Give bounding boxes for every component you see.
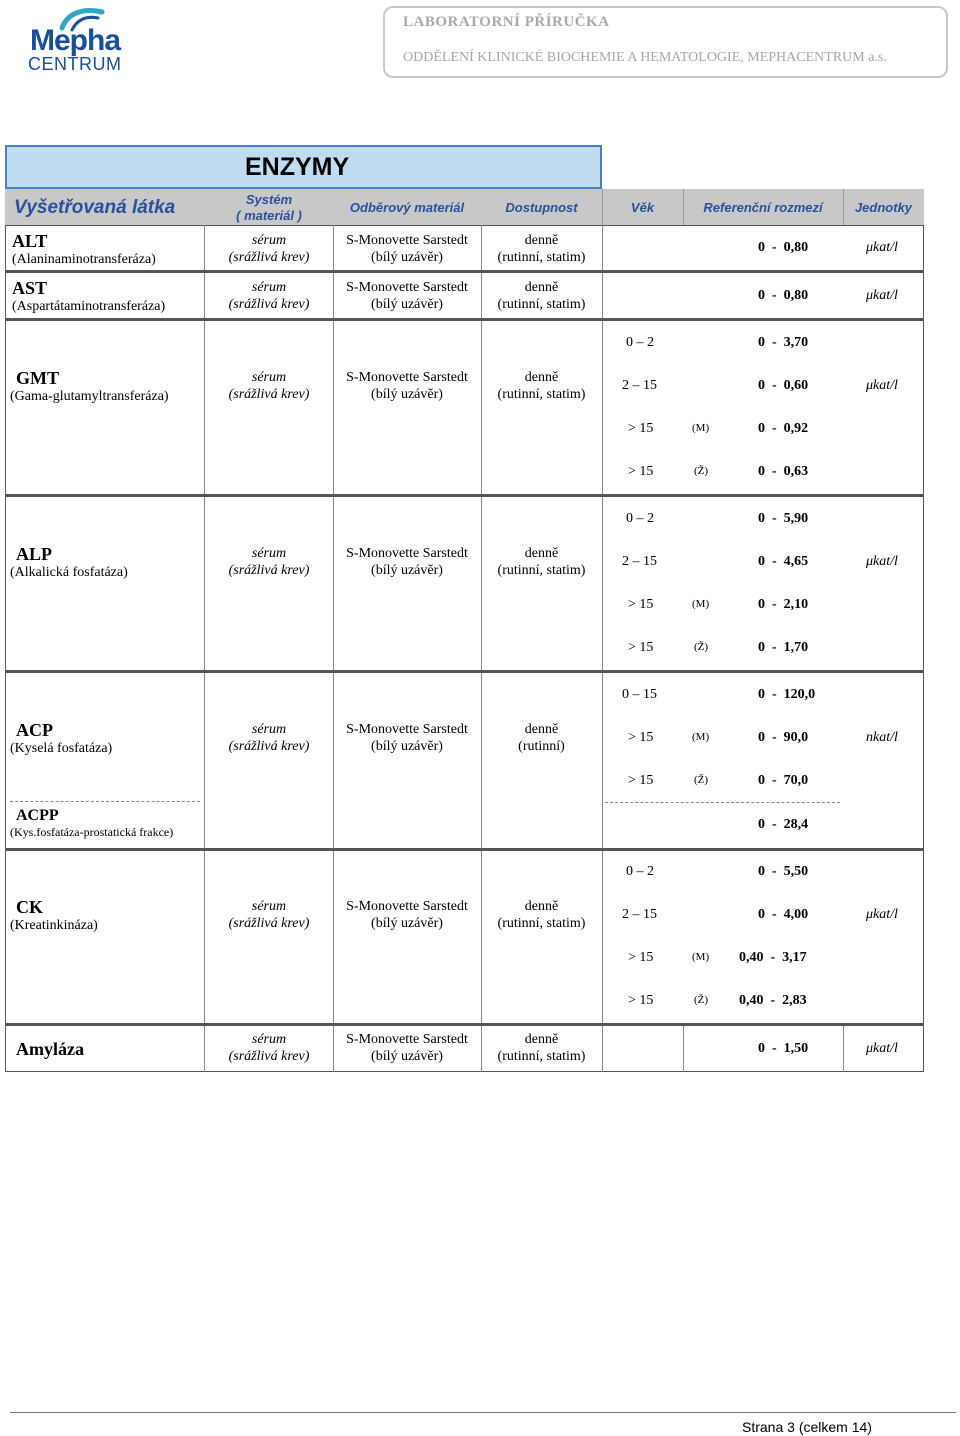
availability-cell [481, 1031, 602, 1065]
ref-low: 0 [758, 1041, 765, 1056]
system-text: (srážlivá krev) [228, 916, 310, 931]
logo-subtext: CENTRUM [28, 54, 122, 74]
ref-low: 0 [758, 335, 765, 350]
availability-text: denně [524, 1032, 559, 1047]
ref-high: 3,17 [782, 950, 807, 965]
availability-cell [481, 898, 602, 932]
sex-label: (M) [692, 422, 710, 434]
substance-full-name: (Kys.fosfatáza-prostatická frakce) [10, 825, 174, 839]
col-age: Věk [630, 200, 655, 215]
ref-low: 0 [758, 730, 765, 745]
ref-dash: - [772, 730, 777, 745]
header-divider [683, 189, 684, 225]
ref-high: 90,0 [783, 730, 809, 745]
ref-dash: - [770, 993, 776, 1008]
availability-cell [481, 232, 602, 266]
table-row-amylaza: Amyláza [16, 1039, 84, 1059]
availability-text: denně [524, 546, 559, 561]
ref-low: 0 [758, 687, 765, 702]
material-cell [333, 279, 481, 313]
age-range: > 15 [628, 464, 654, 479]
ref-high: 3,70 [783, 335, 809, 350]
col-units: Jednotky [854, 200, 913, 215]
availability-text: denně [524, 370, 559, 385]
material-text: (bílý uzávěr) [371, 739, 443, 754]
header-divider [602, 189, 603, 225]
material-text: S-Monovette Sarstedt [346, 280, 468, 295]
availability-text: (rutinní, statim) [497, 297, 586, 312]
header-divider [843, 189, 844, 225]
availability-cell [481, 545, 602, 579]
substance-full-name: (Alkalická fosfatáza) [10, 565, 128, 580]
substance-name: CK [16, 897, 43, 917]
unit: μkat/l [866, 288, 898, 303]
ref-high: 1,50 [783, 1041, 809, 1056]
substance-full-name: (Aspartátaminotransferáza) [12, 299, 166, 314]
table-row-alp [10, 544, 128, 581]
row-separator [5, 1023, 924, 1026]
substance-full-name: (Kyselá fosfatáza) [10, 741, 113, 756]
material-text: S-Monovette Sarstedt [346, 722, 468, 737]
ref-low: 0 [758, 464, 765, 479]
substance-name: ACP [16, 720, 53, 740]
ref-low: 0 [758, 378, 765, 393]
ref-dash: - [772, 597, 777, 612]
substance-full-name: (Gama-glutamyltransferáza) [10, 389, 169, 404]
material-text: (bílý uzávěr) [371, 563, 443, 578]
age-range: 0 – 15 [622, 687, 657, 702]
table-row-ast [12, 278, 165, 315]
system-text: (srážlivá krev) [228, 297, 310, 312]
age-range: 2 – 15 [622, 378, 657, 393]
reference-range [758, 597, 808, 613]
table-vline [481, 225, 482, 1072]
row-separator [5, 848, 924, 851]
table-vline [602, 225, 603, 1072]
ref-dash: - [772, 288, 777, 303]
ref-high: 70,0 [783, 773, 809, 788]
page-number: Strana 3 (celkem 14) [742, 1419, 872, 1435]
ref-low: 0 [758, 773, 765, 788]
unit: μkat/l [866, 378, 898, 393]
ref-high: 0,63 [783, 464, 809, 479]
ref-low: 0 [758, 640, 765, 655]
system-text: (srážlivá krev) [228, 1049, 310, 1064]
availability-cell [481, 369, 602, 403]
ref-dash: - [772, 421, 777, 436]
ref-dash: - [772, 511, 777, 526]
system-cell [205, 545, 333, 579]
ref-low: 0 [758, 817, 765, 832]
material-text: (bílý uzávěr) [371, 297, 443, 312]
availability-text: denně [524, 233, 559, 248]
system-cell [205, 1031, 333, 1065]
ref-low: 0 [758, 597, 765, 612]
system-text: sérum [251, 280, 287, 295]
ref-high: 4,65 [783, 554, 809, 569]
unit: μkat/l [866, 907, 898, 922]
system-text: (srážlivá krev) [228, 387, 310, 402]
mepha-logo [22, 6, 122, 74]
material-cell [333, 721, 481, 755]
unit: μkat/l [866, 240, 898, 255]
system-text: sérum [251, 1032, 287, 1047]
ref-high: 0,92 [783, 421, 809, 436]
ref-dash: - [772, 335, 777, 350]
system-cell [205, 721, 333, 755]
table-row-ck [10, 897, 98, 934]
ref-high: 28,4 [783, 817, 809, 832]
table-row-alt [12, 231, 156, 268]
reference-range [758, 907, 808, 923]
substance-full-name: (Kreatinkináza) [10, 918, 98, 933]
col-system [205, 192, 333, 224]
ref-low: 0 [758, 511, 765, 526]
ref-low: 0 [758, 240, 765, 255]
age-range: > 15 [628, 730, 654, 745]
ref-dash: - [772, 1041, 777, 1056]
ref-dash: - [772, 640, 777, 655]
reference-range [758, 464, 808, 480]
ref-dash: - [772, 817, 777, 832]
system-text: (srážlivá krev) [228, 739, 310, 754]
ref-low: 0,40 [739, 950, 764, 965]
availability-text: (rutinní, statim) [497, 387, 586, 402]
age-range: 0 – 2 [626, 864, 654, 879]
row-separator [5, 494, 924, 497]
row-separator [5, 670, 924, 673]
col-system-line2: ( materiál ) [236, 208, 302, 223]
ref-high: 1,70 [783, 640, 809, 655]
ref-high: 5,90 [783, 511, 809, 526]
col-availability: Dostupnost [505, 200, 578, 215]
age-range: 2 – 15 [622, 907, 657, 922]
ref-dash: - [772, 554, 777, 569]
sex-label: (M) [692, 951, 710, 963]
table-vline [204, 225, 205, 1072]
table-vline [843, 1026, 844, 1072]
reference-range [758, 421, 808, 437]
table-vline [683, 1026, 684, 1072]
ref-high: 0,60 [783, 378, 809, 393]
material-text: (bílý uzávěr) [371, 250, 443, 265]
sex-label: (Ž) [694, 774, 709, 786]
material-text: (bílý uzávěr) [371, 1049, 443, 1064]
material-text: S-Monovette Sarstedt [346, 546, 468, 561]
system-text: (srážlivá krev) [228, 563, 310, 578]
unit: nkat/l [866, 730, 898, 745]
material-text: S-Monovette Sarstedt [346, 1032, 468, 1047]
system-text: sérum [251, 233, 287, 248]
ref-high: 2,10 [783, 597, 809, 612]
ref-dash: - [772, 864, 777, 879]
sex-label: (M) [692, 598, 710, 610]
availability-cell [481, 279, 602, 313]
system-text: sérum [251, 370, 287, 385]
age-range: 2 – 15 [622, 554, 657, 569]
reference-range [758, 1041, 808, 1057]
ref-low: 0 [758, 288, 765, 303]
material-text: S-Monovette Sarstedt [346, 370, 468, 385]
material-cell [333, 545, 481, 579]
reference-range [758, 687, 815, 703]
age-range: 0 – 2 [626, 511, 654, 526]
substance-name: GMT [16, 368, 59, 388]
substance-full-name: (Alaninaminotransferáza) [12, 252, 156, 267]
availability-cell [481, 721, 602, 755]
reference-range [758, 378, 808, 394]
ref-high: 0,80 [783, 240, 809, 255]
availability-text: (rutinní) [518, 739, 565, 754]
system-cell [205, 369, 333, 403]
availability-text: (rutinní, statim) [497, 916, 586, 931]
ref-high: 5,50 [783, 864, 809, 879]
substance-name: ALT [12, 231, 48, 251]
availability-text: denně [524, 280, 559, 295]
sex-label: (M) [692, 731, 710, 743]
footer-line [10, 1412, 956, 1413]
ref-high: 120,0 [783, 687, 816, 702]
material-text: (bílý uzávěr) [371, 387, 443, 402]
reference-range [758, 554, 808, 570]
ref-low: 0 [758, 907, 765, 922]
ref-high: 0,80 [783, 288, 809, 303]
unit: μkat/l [866, 1041, 898, 1056]
reference-range [739, 950, 807, 966]
ref-dash: - [772, 907, 777, 922]
document-title: LABORATORNÍ PŘÍRUČKA [403, 14, 610, 30]
dashed-separator [10, 801, 200, 802]
department-name: ODDĚLENÍ KLINICKÉ BIOCHEMIE A HEMATOLOGIE, MEPHACENTRUM a.s. [403, 50, 887, 65]
col-reference: Referenční rozmezí [703, 200, 823, 215]
age-range: > 15 [628, 950, 654, 965]
ref-high: 4,00 [783, 907, 809, 922]
material-text: (bílý uzávěr) [371, 916, 443, 931]
reference-range [758, 511, 808, 527]
age-range: > 15 [628, 597, 654, 612]
reference-range [758, 335, 808, 351]
system-cell [205, 279, 333, 313]
age-range: > 15 [628, 993, 654, 1008]
system-text: (srážlivá krev) [228, 250, 310, 265]
availability-text: (rutinní, statim) [497, 563, 586, 578]
sex-label: (Ž) [694, 641, 709, 653]
table-row-gmt [10, 368, 169, 405]
reference-range [758, 730, 808, 746]
system-text: sérum [251, 722, 287, 737]
availability-text: (rutinní, statim) [497, 250, 586, 265]
substance-name: AST [12, 278, 48, 298]
logo-text: Mepha [30, 24, 121, 57]
reference-range [758, 773, 808, 789]
col-substance: Vyšetřovaná látka [14, 197, 176, 218]
age-range: > 15 [628, 640, 654, 655]
ref-low: 0 [758, 554, 765, 569]
reference-range [758, 864, 808, 880]
material-text: S-Monovette Sarstedt [346, 233, 468, 248]
reference-range [739, 993, 807, 1009]
age-range: > 15 [628, 421, 654, 436]
col-system-line1: Systém [245, 192, 293, 207]
age-range: > 15 [628, 773, 654, 788]
ref-dash: - [772, 773, 777, 788]
material-cell [333, 369, 481, 403]
system-text: sérum [251, 546, 287, 561]
availability-text: denně [524, 899, 559, 914]
unit: μkat/l [866, 554, 898, 569]
ref-low: 0 [758, 421, 765, 436]
ref-dash: - [772, 240, 777, 255]
system-text: sérum [251, 899, 287, 914]
ref-dash: - [770, 950, 776, 965]
sex-label: (Ž) [694, 465, 709, 477]
ref-dash: - [772, 464, 777, 479]
ref-dash: - [772, 378, 777, 393]
material-text: S-Monovette Sarstedt [346, 899, 468, 914]
availability-text: denně [524, 722, 559, 737]
reference-range [758, 240, 808, 256]
availability-text: (rutinní, statim) [497, 1049, 586, 1064]
table-row-acp [10, 720, 112, 757]
material-cell [333, 898, 481, 932]
ref-low: 0,40 [739, 993, 764, 1008]
sex-label: (Ž) [694, 994, 709, 1006]
row-separator [5, 318, 924, 321]
substance-name: ALP [16, 544, 52, 564]
substance-name: ACPP [16, 807, 59, 824]
ref-dash: - [772, 687, 777, 702]
reference-range [758, 640, 808, 656]
table-row-acpp [10, 807, 173, 840]
system-cell [205, 232, 333, 266]
col-material: Odběrový materiál [349, 200, 465, 215]
reference-range [758, 288, 808, 304]
material-cell [333, 232, 481, 266]
ref-high: 2,83 [782, 993, 807, 1008]
section-title: ENZYMY [245, 153, 350, 181]
reference-range [758, 817, 808, 833]
age-range: 0 – 2 [626, 335, 654, 350]
dashed-separator [605, 802, 840, 803]
system-cell [205, 898, 333, 932]
row-separator [5, 270, 924, 273]
material-cell [333, 1031, 481, 1065]
ref-low: 0 [758, 864, 765, 879]
